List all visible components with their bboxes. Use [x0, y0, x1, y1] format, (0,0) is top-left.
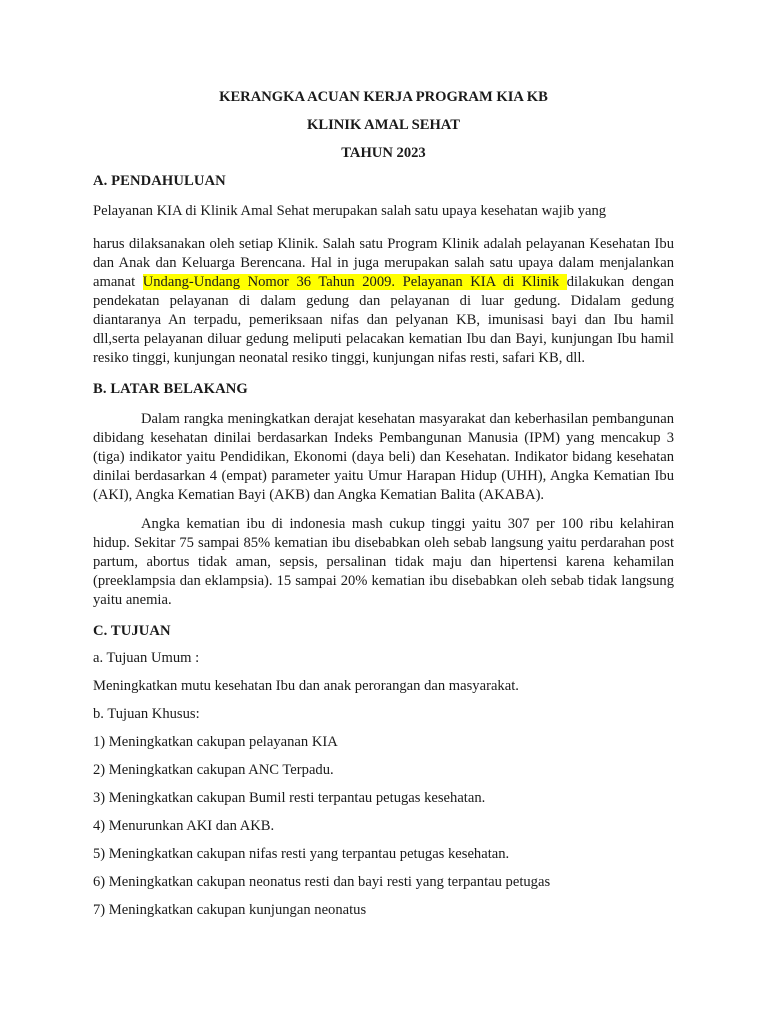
section-a-paragraph-2: [93, 235, 674, 368]
section-b-heading: B. LATAR BELAKANG: [93, 381, 248, 397]
tujuan-umum-label: a. Tujuan Umum :: [93, 650, 200, 666]
section-a-paragraph-1: Pelayanan KIA di Klinik Amal Sehat merupakan salah satu upaya kesehatan wajib yang: [93, 203, 607, 219]
section-c-heading: C. TUJUAN: [93, 623, 171, 639]
document-title: KERANGKA ACUAN KERJA PROGRAM KIA KB: [219, 89, 548, 105]
section-b-paragraph-1: Dalam rangka meningkatkan derajat kesehatan masyarakat dan keberhasilan pembangunan dibidang kesehatan dinilai berdasarkan Indeks Pembangunan Manusia (IPM) yang mencakup 3 (tiga) indikator yaitu Pendidikan, Ekonomi (daya beli) dan Kesehatan. Indikator bidang kesehatan dinilai berdasarkan 4 (empat) parameter yaitu Umur Harapan Hidup (UHH), Angka Kematian Ibu (AKI), Angka Kematian Bayi (AKB) dan Angka Kematian Balita (AKABA).: [93, 411, 674, 503]
tujuan-khusus-item-5: 5) Meningkatkan cakupan nifas resti yang terpantau petugas kesehatan.: [93, 846, 510, 862]
tujuan-khusus-item-2: 2) Meningkatkan cakupan ANC Terpadu.: [93, 762, 334, 778]
tujuan-umum-text: Meningkatkan mutu kesehatan Ibu dan anak perorangan dan masyarakat.: [93, 678, 519, 694]
tujuan-khusus-item-6: 6) Meningkatkan cakupan neonatus resti dan bayi resti yang terpantau petugas: [93, 874, 551, 890]
highlighted-law-reference: Undang-Undang Nomor 36 Tahun 2009. Pelayanan KIA di Klinik: [142, 274, 567, 290]
tujuan-khusus-item-3: 3) Meningkatkan cakupan Bumil resti terpantau petugas kesehatan.: [93, 790, 486, 806]
section-a-p2-text-start: harus dilaksanakan oleh setiap Klinik. Salah satu Program Klinik adalah pelayanan Kesehatan Ibu dan Anak dan Keluarga Berencana. Hal in juga merupakan salah satu upaya dalam menjalankan amanat: [93, 236, 674, 290]
document-subtitle-year: TAHUN 2023: [341, 145, 426, 161]
section-a-p2-text-end: dilakukan dengan pendekatan pelayanan di dalam gedung dan pelayanan di luar gedung. Didalam gedung diantaranya An terpadu, pemeriksaan nifas dan pelyanan KB, imunisasi bayi dan Ibu hamil dll,serta pelayanan diluar gedung meliputi pelacakan kematian Ibu dan Bayi, kunjungan Ibu hamil resiko tinggi, kunjungan neonatal resiko tinggi, kunjungan nifas resti, safari KB, dll.: [93, 274, 674, 366]
document-subtitle-clinic: KLINIK AMAL SEHAT: [307, 117, 460, 133]
tujuan-khusus-label: b. Tujuan Khusus:: [93, 706, 200, 722]
section-b-paragraph-2: Angka kematian ibu di indonesia mash cukup tinggi yaitu 307 per 100 ribu kelahiran hidup. Sekitar 75 sampai 85% kematian ibu disebabkan oleh sebab langsung yaitu perdarahan post partum, abortus tidak aman, sepsis, persalinan tidak maju dan hipertensi karena kehamilan (preeklampsia dan eklampsia). 15 sampai 20% kematian ibu disebabkan oleh sebab tidak langsung yaitu anemia.: [93, 516, 674, 608]
tujuan-khusus-item-4: 4) Menurunkan AKI dan AKB.: [93, 818, 275, 834]
tujuan-khusus-item-7: 7) Meningkatkan cakupan kunjungan neonatus: [93, 902, 367, 918]
tujuan-khusus-item-1: 1) Meningkatkan cakupan pelayanan KIA: [93, 734, 338, 750]
section-a-heading: A. PENDAHULUAN: [93, 173, 226, 189]
